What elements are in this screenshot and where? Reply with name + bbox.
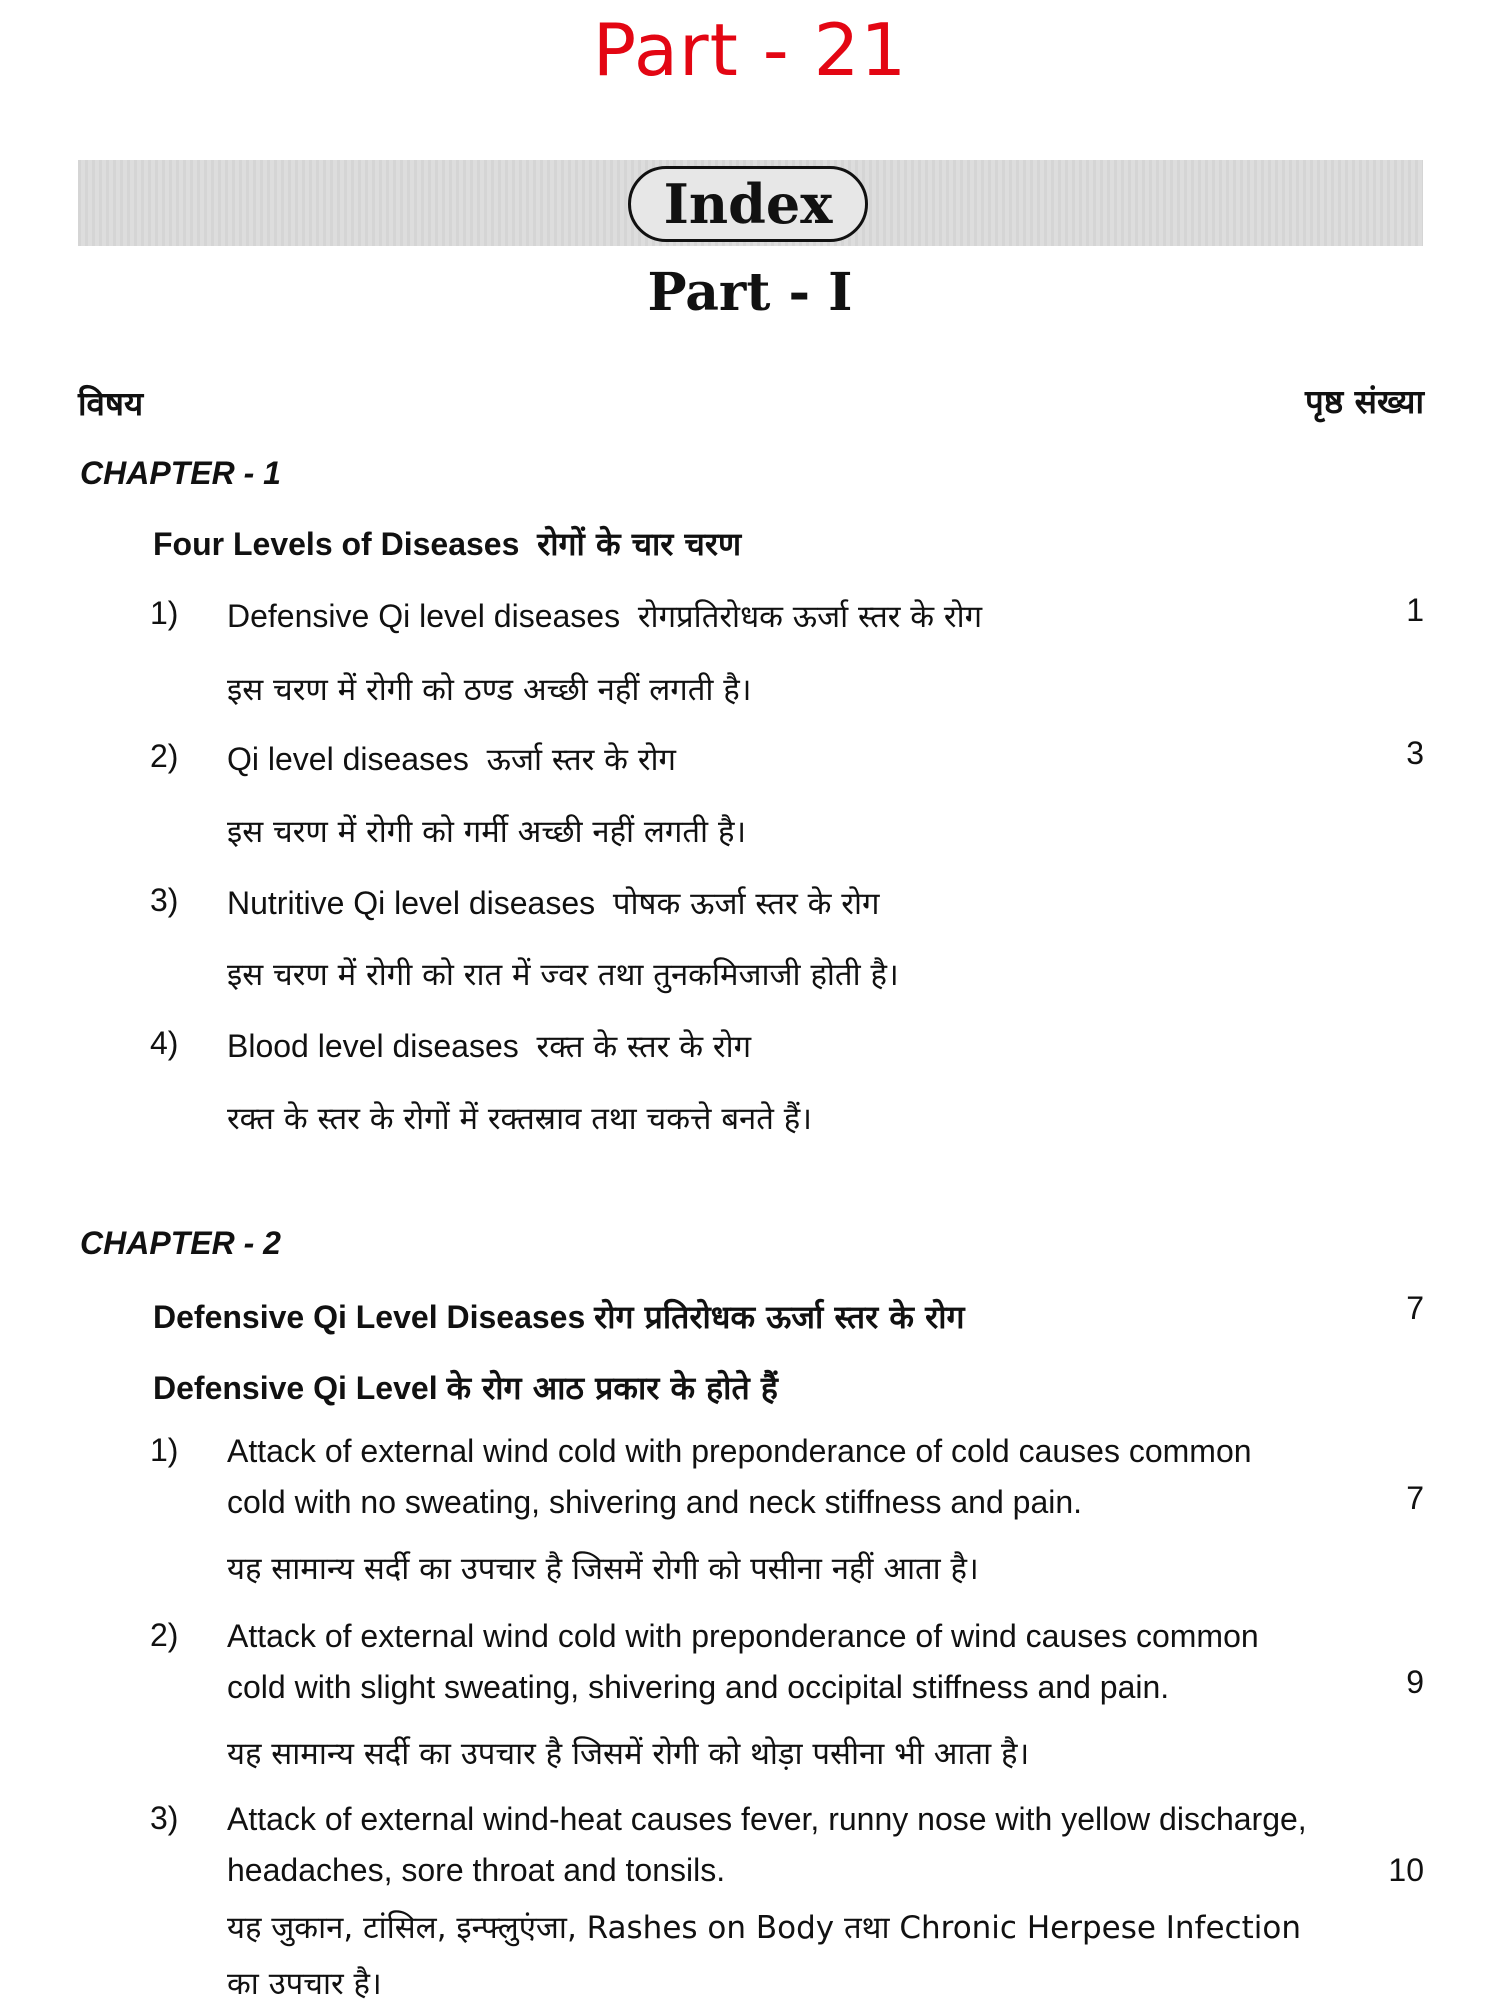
ch1-item-title: Defensive Qi level diseases रोगप्रतिरोधक ऊर्जा स्तर के रोग: [227, 598, 983, 635]
ch1-item-number: 4): [150, 1025, 179, 1061]
ch1-item-page: 3: [1406, 735, 1424, 771]
ch1-item-page: 1: [1406, 592, 1424, 628]
ch1-item-title: Nutritive Qi level diseases पोषक ऊर्जा स्तर के रोग: [227, 885, 880, 922]
index-title: Index: [628, 166, 868, 242]
ch1-item-title: Qi level diseases ऊर्जा स्तर के रोग: [227, 741, 676, 778]
part-label: Part - 21: [592, 8, 908, 92]
ch1-item-title: Blood level diseases रक्त के स्तर के रोग: [227, 1028, 752, 1065]
chapter-2-section-title: Defensive Qi Level Diseases रोग प्रतिरोधक ऊर्जा स्तर के रोग: [153, 1298, 965, 1336]
chapter-2-section-page: 7: [1406, 1290, 1424, 1326]
ch2-item-text: Attack of external wind cold with preponderance of cold causes common cold with no sweating, shivering and neck stiffness and pain.: [227, 1433, 1252, 1520]
ch2-item-page: 10: [1388, 1852, 1424, 1888]
ch2-item-number: 2): [150, 1617, 179, 1653]
ch1-item-number: 3): [150, 882, 179, 918]
ch2-item-page: 9: [1406, 1664, 1424, 1700]
chapter-1-heading: CHAPTER - 1: [80, 455, 281, 491]
ch1-item-description: इस चरण में रोगी को गर्मी अच्छी नहीं लगती है।: [227, 814, 747, 850]
section-title-hi: रोगों के चार चरण: [537, 525, 742, 563]
ch1-item-description: रक्त के स्तर के रोगों में रक्तस्राव तथा चकत्ते बनते हैं।: [227, 1101, 812, 1137]
ch1-item-number: 2): [150, 738, 179, 774]
ch1-item-number: 1): [150, 595, 179, 631]
ch2-item-page: 7: [1406, 1480, 1424, 1516]
page-number-column-header: पृष्ठ संख्या: [1305, 382, 1424, 421]
chapter-2-heading: CHAPTER - 2: [80, 1225, 281, 1261]
ch2-item-description: यह जुकान, टांसिल, इन्फ्लुएंजा, Rashes on Body तथा Chronic Herpese Infection का उपचार है।: [227, 1910, 1301, 2002]
ch2-item-number: 3): [150, 1800, 179, 1836]
section-title-en: Four Levels of Diseases: [153, 526, 520, 562]
ch2-item-description: यह सामान्य सर्दी का उपचार है जिसमें रोगी को पसीना नहीं आता है।: [227, 1551, 979, 1587]
chapter-1-section-title: [153, 522, 741, 565]
ch1-item-description: इस चरण में रोगी को रात में ज्वर तथा तुनकमिजाजी होती है।: [227, 957, 899, 993]
ch2-item-text: Attack of external wind-heat causes fever, runny nose with yellow discharge, headaches, sore throat and tonsils.: [227, 1801, 1307, 1888]
part-title: Part - I: [647, 262, 853, 323]
ch2-item-description: यह सामान्य सर्दी का उपचार है जिसमें रोगी को थोड़ा पसीना भी आता है।: [227, 1736, 1030, 1772]
subject-column-header: विषय: [78, 384, 144, 423]
ch2-item-text: Attack of external wind cold with preponderance of wind causes common cold with slight sweating, shivering and occipital stiffness and pain.: [227, 1618, 1259, 1705]
chapter-2-section-subtitle: Defensive Qi Level के रोग आठ प्रकार के होते हैं: [153, 1369, 778, 1407]
ch2-item-number: 1): [150, 1432, 179, 1468]
ch1-item-description: इस चरण में रोगी को ठण्ड अच्छी नहीं लगती है।: [227, 672, 752, 708]
